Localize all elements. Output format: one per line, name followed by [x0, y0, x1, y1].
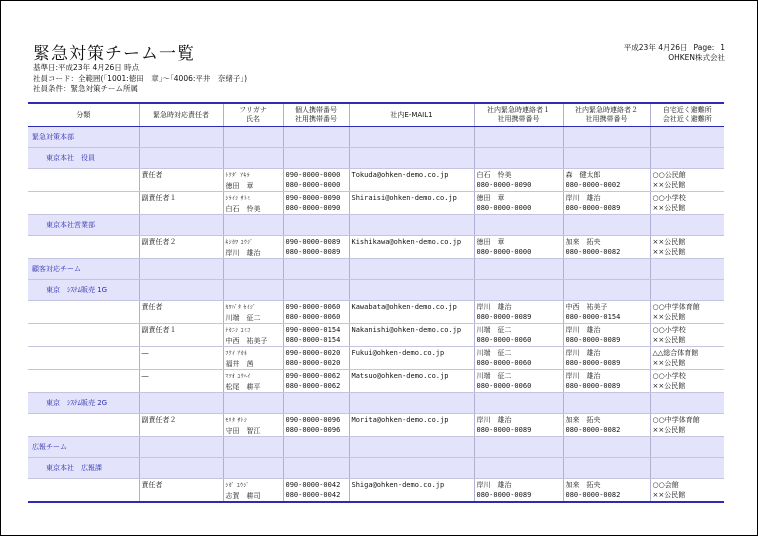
contact2-cell	[563, 192, 650, 215]
print-date: 平成23年 4月26日	[623, 43, 688, 52]
role-text: 責任者	[141, 481, 163, 489]
group-cell	[650, 215, 724, 236]
group-cell	[650, 259, 724, 280]
person-name: 岸川 雄治	[225, 249, 261, 257]
role-cell	[139, 479, 223, 503]
contact1-name: 川端 征二	[476, 372, 512, 380]
shelter-cell	[650, 479, 724, 503]
category-cell	[28, 370, 139, 393]
shelter-cell	[650, 370, 724, 393]
contact2-name: 加来 拓央	[565, 416, 601, 424]
category-cell	[28, 324, 139, 347]
group-cell	[283, 280, 349, 301]
personal-phone: 090-0000-0062	[285, 372, 341, 380]
email-cell	[349, 370, 474, 393]
group-row	[28, 458, 724, 479]
col-contact2: 社内緊急時連絡者２ 社用携帯番号	[563, 103, 650, 127]
col-responsible: 緊急時対応責任者	[139, 103, 223, 127]
role-cell	[139, 236, 223, 259]
report-meta	[618, 43, 725, 63]
role-text: 副責任者１	[141, 194, 177, 202]
group-cell	[563, 458, 650, 479]
shelter-home: △△総合体育館	[652, 349, 699, 357]
group-cell	[283, 393, 349, 414]
shelter-cell	[650, 192, 724, 215]
contact2-name: 岸川 雄治	[565, 194, 601, 202]
group-cell	[563, 280, 650, 301]
contact2-name: 岸川 雄治	[565, 349, 601, 357]
email-cell	[349, 301, 474, 324]
contact2-name: 中西 祐美子	[565, 303, 608, 311]
employee-condition: 社員条件：緊急対策チーム所属	[33, 84, 138, 93]
company-phone: 080-0000-0062	[285, 382, 341, 390]
name-cell	[223, 347, 283, 370]
role-text: ―	[141, 372, 149, 380]
phone-cell	[283, 370, 349, 393]
company-phone: 080-0000-0096	[285, 426, 341, 434]
contact1-name: 徳田 章	[476, 194, 505, 202]
contact2-name: 岸川 雄治	[565, 326, 601, 334]
name-kana: ｼﾗｲｼ ｻﾄﾐ	[225, 196, 251, 202]
group-cell	[474, 148, 563, 169]
contact1-phone: 080-0000-0000	[476, 204, 532, 212]
contact1-phone: 080-0000-0060	[476, 359, 532, 367]
group-cell	[283, 127, 349, 148]
personal-phone: 090-0000-0060	[285, 303, 341, 311]
group-label	[28, 393, 139, 414]
contact2-name: 加来 拓央	[565, 481, 601, 489]
group-cell	[283, 259, 349, 280]
contact1-cell	[474, 192, 563, 215]
person-name: 志賀 耕司	[225, 492, 261, 500]
email-text: Matsuo@ohken-demo.co.jp	[351, 372, 449, 380]
contact2-cell	[563, 370, 650, 393]
shelter-cell	[650, 347, 724, 370]
contact1-name: 川端 征二	[476, 326, 512, 334]
group-cell	[563, 259, 650, 280]
email-text: Tokuda@ohken-demo.co.jp	[351, 171, 449, 179]
contact1-phone: 080-0000-0060	[476, 382, 532, 390]
employee-code-range: 社員コード：全範囲(｢1001:徳田 章｣～｢4006:平井 奈緒子｣)	[33, 73, 248, 83]
category-cell	[28, 347, 139, 370]
name-cell	[223, 324, 283, 347]
email-cell	[349, 192, 474, 215]
name-kana: ｶﾜﾊﾞﾀ ｾｲｼﾞ	[225, 305, 256, 311]
contact1-phone: 080-0000-0089	[476, 313, 532, 321]
person-name: 松尾 耕平	[225, 383, 261, 391]
shelter-home: ○○小学校	[652, 326, 686, 334]
company-phone: 080-0000-0020	[285, 359, 341, 367]
name-cell	[223, 479, 283, 503]
group-cell	[223, 393, 283, 414]
contact2-phone: 080-0000-0089	[565, 336, 621, 344]
shelter-cell	[650, 324, 724, 347]
col-shelter: 自宅近く避難所 会社近く避難所	[650, 103, 724, 127]
contact2-name: 加来 拓央	[565, 238, 601, 246]
category-cell	[28, 236, 139, 259]
group-cell	[223, 458, 283, 479]
group-row	[28, 437, 724, 458]
contact1-phone: 080-0000-0060	[476, 336, 532, 344]
group-cell	[650, 437, 724, 458]
person-name: 中西 祐美子	[225, 337, 268, 345]
contact2-phone: 080-0000-0082	[565, 426, 621, 434]
table-row	[28, 414, 724, 437]
name-kana: ﾏﾂｵ ﾕｳﾍｲ	[225, 374, 251, 380]
contact2-phone: 080-0000-0082	[565, 248, 621, 256]
group-cell	[223, 437, 283, 458]
group-cell	[139, 259, 223, 280]
group-label	[28, 458, 139, 479]
name-cell	[223, 370, 283, 393]
group-row	[28, 148, 724, 169]
personal-phone: 090-0000-0154	[285, 326, 341, 334]
shelter-home: ○○公民館	[652, 171, 686, 179]
name-kana: ﾄｸﾀﾞ ｱｷﾗ	[225, 173, 250, 179]
role-text: ―	[141, 349, 149, 357]
group-cell	[650, 127, 724, 148]
shelter-office: ××公民館	[652, 336, 686, 344]
email-cell	[349, 324, 474, 347]
contact1-name: 岸川 雄治	[476, 416, 512, 424]
contact2-cell	[563, 324, 650, 347]
col-contact1: 社内緊急時連絡者１ 社用携帯番号	[474, 103, 563, 127]
group-cell	[474, 215, 563, 236]
email-text: Morita@ohken-demo.co.jp	[351, 416, 449, 424]
group-label-text: 緊急対策本部	[32, 133, 74, 141]
group-cell	[223, 259, 283, 280]
group-label-text: 東京本社営業部	[46, 221, 95, 229]
email-text: Kawabata@ohken-demo.co.jp	[351, 303, 457, 311]
group-cell	[283, 437, 349, 458]
group-cell	[139, 215, 223, 236]
contact2-phone: 080-0000-0089	[565, 359, 621, 367]
group-cell	[474, 393, 563, 414]
contact1-cell	[474, 236, 563, 259]
group-cell	[349, 215, 474, 236]
group-cell	[349, 127, 474, 148]
phone-cell	[283, 414, 349, 437]
contact2-cell	[563, 301, 650, 324]
group-row	[28, 393, 724, 414]
group-cell	[349, 458, 474, 479]
group-cell	[563, 437, 650, 458]
group-cell	[139, 437, 223, 458]
group-cell	[563, 148, 650, 169]
group-row	[28, 280, 724, 301]
role-cell	[139, 301, 223, 324]
shelter-cell	[650, 236, 724, 259]
contact1-name: 岸川 雄治	[476, 481, 512, 489]
phone-cell	[283, 479, 349, 503]
group-cell	[283, 148, 349, 169]
shelter-office: ××公民館	[652, 181, 686, 189]
table-row	[28, 324, 724, 347]
person-name: 福井 茜	[225, 360, 254, 368]
personal-phone: 090-0000-0089	[285, 238, 341, 246]
name-kana: ﾌｸｲ ｱｶﾈ	[225, 351, 248, 357]
group-label-text: 東京 ｼｽﾃﾑ販売 2G	[46, 399, 108, 407]
email-cell	[349, 169, 474, 192]
group-cell	[474, 259, 563, 280]
group-label	[28, 127, 139, 148]
group-cell	[223, 127, 283, 148]
category-cell	[28, 192, 139, 215]
role-cell	[139, 370, 223, 393]
shelter-office: ××公民館	[652, 204, 686, 212]
role-text: 副責任者１	[141, 326, 177, 334]
contact1-name: 川端 征二	[476, 349, 512, 357]
shelter-home: ○○小学校	[652, 372, 686, 380]
contact1-name: 白石 怜美	[476, 171, 512, 179]
group-cell	[139, 458, 223, 479]
contact1-phone: 080-0000-0089	[476, 426, 532, 434]
person-name: 徳田 章	[225, 182, 254, 190]
group-cell	[139, 393, 223, 414]
group-cell	[283, 215, 349, 236]
group-cell	[650, 280, 724, 301]
group-cell	[474, 437, 563, 458]
page-label: Page:	[693, 43, 715, 52]
contact1-cell	[474, 414, 563, 437]
company-phone: 080-0000-0089	[285, 248, 341, 256]
email-cell	[349, 479, 474, 503]
table-row	[28, 347, 724, 370]
shelter-office: ××公民館	[652, 426, 686, 434]
phone-cell	[283, 169, 349, 192]
group-row	[28, 127, 724, 148]
name-kana: ｷｼｶﾜ ﾕｳｼﾞ	[225, 240, 254, 246]
email-text: Shiga@ohken-demo.co.jp	[351, 481, 445, 489]
email-text: Nakanishi@ohken-demo.co.jp	[351, 326, 462, 334]
email-cell	[349, 347, 474, 370]
contact2-cell	[563, 479, 650, 503]
team-table	[28, 102, 724, 503]
col-category: 分類	[28, 103, 139, 127]
contact2-cell	[563, 414, 650, 437]
group-label	[28, 215, 139, 236]
group-label-text: 広報チーム	[32, 443, 67, 451]
group-cell	[283, 458, 349, 479]
base-date: 基準日:平成23年 4月26日 時点	[33, 63, 140, 72]
table-row	[28, 236, 724, 259]
company-phone: 080-0000-0000	[285, 181, 341, 189]
group-cell	[650, 393, 724, 414]
phone-cell	[283, 301, 349, 324]
group-cell	[474, 127, 563, 148]
contact1-phone: 080-0000-0090	[476, 181, 532, 189]
shelter-office: ××公民館	[652, 382, 686, 390]
category-cell	[28, 414, 139, 437]
role-text: 副責任者２	[141, 238, 177, 246]
contact2-cell	[563, 169, 650, 192]
group-label	[28, 280, 139, 301]
personal-phone: 090-0000-0042	[285, 481, 341, 489]
phone-cell	[283, 236, 349, 259]
personal-phone: 090-0000-0096	[285, 416, 341, 424]
group-row	[28, 215, 724, 236]
contact1-cell	[474, 169, 563, 192]
group-cell	[563, 393, 650, 414]
personal-phone: 090-0000-0090	[285, 194, 341, 202]
table-row	[28, 370, 724, 393]
role-text: 副責任者２	[141, 416, 177, 424]
email-text: Kishikawa@ohken-demo.co.jp	[351, 238, 462, 246]
col-phone: 個人携帯番号 社用携帯番号	[283, 103, 349, 127]
group-cell	[349, 148, 474, 169]
contact2-phone: 080-0000-0089	[565, 204, 621, 212]
company-phone: 080-0000-0060	[285, 313, 341, 321]
role-text: 責任者	[141, 303, 163, 311]
group-label	[28, 437, 139, 458]
shelter-home: ○○会館	[652, 481, 679, 489]
company-phone: 080-0000-0090	[285, 204, 341, 212]
contact1-name: 岸川 雄治	[476, 303, 512, 311]
contact1-cell	[474, 370, 563, 393]
contact2-cell	[563, 347, 650, 370]
contact1-cell	[474, 347, 563, 370]
shelter-office: ××公民館	[652, 248, 686, 256]
contact2-phone: 080-0000-0002	[565, 181, 621, 189]
shelter-office: ××公民館	[652, 491, 686, 499]
report-conditions	[33, 63, 247, 95]
name-cell	[223, 414, 283, 437]
shelter-office: ××公民館	[652, 359, 686, 367]
group-cell	[139, 280, 223, 301]
email-cell	[349, 414, 474, 437]
person-name: 川端 征二	[225, 314, 261, 322]
shelter-cell	[650, 169, 724, 192]
person-name: 守田 智江	[225, 427, 261, 435]
contact2-name: 森 健太郎	[565, 171, 601, 179]
group-label	[28, 259, 139, 280]
report-title: 緊急対策チーム一覧	[33, 44, 195, 64]
col-name: フリガナ 氏名	[223, 103, 283, 127]
group-cell	[474, 280, 563, 301]
table-row	[28, 169, 724, 192]
group-cell	[139, 127, 223, 148]
contact1-phone: 080-0000-0089	[476, 491, 532, 499]
group-cell	[650, 148, 724, 169]
shelter-home: ○○中学体育館	[652, 303, 700, 311]
company-name: OHKEN株式会社	[668, 53, 725, 62]
role-cell	[139, 324, 223, 347]
shelter-cell	[650, 301, 724, 324]
group-row	[28, 259, 724, 280]
shelter-home: ××公民館	[652, 238, 686, 246]
role-text: 責任者	[141, 171, 163, 179]
table-row	[28, 301, 724, 324]
group-cell	[563, 215, 650, 236]
category-cell	[28, 169, 139, 192]
group-cell	[223, 148, 283, 169]
contact2-name: 岸川 雄治	[565, 372, 601, 380]
shelter-home: ○○小学校	[652, 194, 686, 202]
category-cell	[28, 301, 139, 324]
shelter-cell	[650, 414, 724, 437]
category-cell	[28, 479, 139, 503]
group-label-text: 東京本社 広報課	[46, 464, 102, 472]
group-cell	[223, 215, 283, 236]
shelter-home: ○○中学体育館	[652, 416, 700, 424]
col-email: 社内E-MAIL1	[349, 103, 474, 127]
group-cell	[474, 458, 563, 479]
contact2-cell	[563, 236, 650, 259]
contact1-phone: 080-0000-0000	[476, 248, 532, 256]
group-label-text: 東京 ｼｽﾃﾑ販売 1G	[46, 286, 108, 294]
contact2-phone: 080-0000-0089	[565, 382, 621, 390]
table-header	[28, 103, 724, 127]
phone-cell	[283, 324, 349, 347]
name-cell	[223, 301, 283, 324]
contact1-cell	[474, 301, 563, 324]
group-cell	[349, 259, 474, 280]
role-cell	[139, 192, 223, 215]
group-label-text: 東京本社 役員	[46, 154, 95, 162]
role-cell	[139, 414, 223, 437]
contact1-name: 徳田 章	[476, 238, 505, 246]
phone-cell	[283, 192, 349, 215]
person-name: 白石 怜美	[225, 205, 261, 213]
group-cell	[349, 280, 474, 301]
phone-cell	[283, 347, 349, 370]
contact1-cell	[474, 479, 563, 503]
group-cell	[349, 437, 474, 458]
page-number: 1	[720, 43, 725, 52]
personal-phone: 090-0000-0000	[285, 171, 341, 179]
name-cell	[223, 169, 283, 192]
name-cell	[223, 192, 283, 215]
group-cell	[563, 127, 650, 148]
email-cell	[349, 236, 474, 259]
table-row	[28, 192, 724, 215]
name-kana: ｼｶﾞ ﾕｳｼﾞ	[225, 483, 250, 489]
personal-phone: 090-0000-0020	[285, 349, 341, 357]
group-cell	[650, 458, 724, 479]
role-cell	[139, 169, 223, 192]
role-cell	[139, 347, 223, 370]
email-text: Fukui@ohken-demo.co.jp	[351, 349, 445, 357]
contact2-phone: 080-0000-0154	[565, 313, 621, 321]
name-cell	[223, 236, 283, 259]
group-cell	[349, 393, 474, 414]
email-text: Shiraisi@ohken-demo.co.jp	[351, 194, 457, 202]
table-row	[28, 479, 724, 503]
name-kana: ﾓﾘﾀ ｻﾄｼ	[225, 418, 248, 424]
contact1-cell	[474, 324, 563, 347]
group-label-text: 顧客対応チーム	[32, 265, 81, 273]
name-kana: ﾅｶﾆｼ ﾕﾐｺ	[225, 328, 251, 334]
company-phone: 080-0000-0042	[285, 491, 341, 499]
group-cell	[223, 280, 283, 301]
contact2-phone: 080-0000-0082	[565, 491, 621, 499]
shelter-office: ××公民館	[652, 313, 686, 321]
group-label	[28, 148, 139, 169]
group-cell	[139, 148, 223, 169]
company-phone: 080-0000-0154	[285, 336, 341, 344]
